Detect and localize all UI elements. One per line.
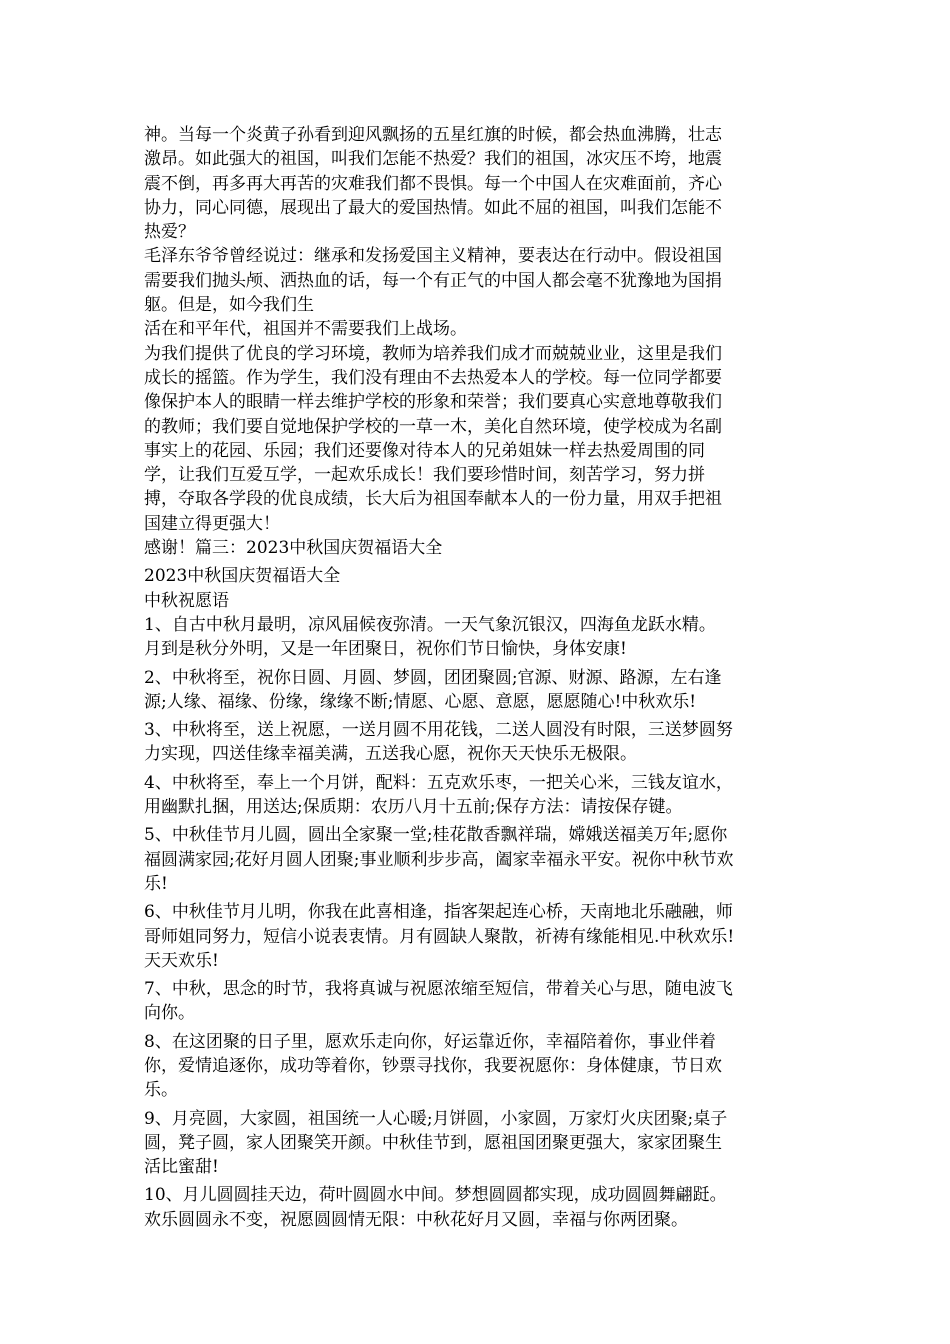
text-line: 天天欢乐! (144, 950, 219, 971)
text-line: 力实现，四送佳缘幸福美满，五送我心愿，祝你天天快乐无极限。 (144, 744, 637, 765)
document-body (144, 123, 810, 1232)
text-line: 为我们提供了优良的学习环境，教师为培养我们成才而兢兢业业，这里是我们 (144, 343, 722, 364)
text-line: 感谢！篇三：2023中秋国庆贺福语大全 (144, 538, 443, 559)
text-line: 5、中秋佳节月儿圆，圆出全家聚一堂;桂花散香飘祥瑞，嫦娥送福美万年;愿你 (144, 825, 728, 846)
text-line: 需要我们抛头颅、洒热血的话，每一个有正气的中国人都会毫不犹豫地为国捐 (144, 270, 722, 291)
text-line: 7、中秋，思念的时节，我将真诚与祝愿浓缩至短信，带着关心与思，随电波飞 (144, 979, 733, 1000)
text-line: 2、中秋将至，祝你日圆、月圆、梦圆，团团聚圆;官源、财源、路源，左右逢 (144, 667, 722, 688)
text-line: 6、中秋佳节月儿明，你我在此喜相逢，指客架起连心桥，天南地北乐融融，师 (144, 902, 733, 923)
text-line: 学，让我们互爱互学，一起欢乐成长！我们要珍惜时间，刻苦学习，努力拼 (144, 465, 705, 486)
text-line: 的教师；我们要自觉地保护学校的一草一木，美化自然环境，使学校成为名副 (144, 416, 722, 437)
text-line: 热爱？ (144, 222, 195, 243)
text-line: 激昂。如此强大的祖国，叫我们怎能不热爱？我们的祖国，冰灾压不垮，地震 (144, 149, 722, 170)
text-line: 月到是秋分外明，又是一年团聚日，祝你们节日愉快，身体安康! (144, 639, 627, 660)
text-line: 用幽默扎捆，用送达;保质期：农历八月十五前;保存方法：请按保存键。 (144, 797, 683, 818)
text-line: 福圆满家园;花好月圆人团聚;事业顺利步步高，阖家幸福永平安。祝你中秋节欢 (144, 849, 734, 870)
text-line: 8、在这团聚的日子里，愿欢乐走向你，好运靠近你，幸福陪着你，事业伴着 (144, 1031, 716, 1052)
text-line: 9、月亮圆，大家圆，祖国统一人心暖;月饼圆，小家圆，万家灯火庆团聚;桌子 (144, 1108, 728, 1129)
text-line: 你，爱情追逐你，成功等着你，钞票寻找你，我要祝愿你：身体健康，节日欢 (144, 1055, 722, 1076)
text-line: 躯。但是，如今我们生 (144, 295, 314, 316)
text-line: 2023中秋国庆贺福语大全 (144, 566, 341, 587)
text-line: 事实上的花园、乐园；我们还要像对待本人的兄弟姐妹一样去热爱周围的同 (144, 440, 705, 461)
text-line: 震不倒，再多再大再苦的灾难我们都不畏惧。每一个中国人在灾难面前，齐心 (144, 173, 722, 194)
text-line: 协力，同心同德，展现出了最大的爱国热情。如此不屈的祖国，叫我们怎能不 (144, 197, 722, 218)
text-line: 活在和平年代，祖国并不需要我们上战场。 (144, 319, 467, 340)
text-line: 向你。 (144, 1003, 195, 1024)
text-line: 神。当每一个炎黄子孙看到迎风飘扬的五星红旗的时候，都会热血沸腾，壮志 (144, 125, 722, 145)
text-line: 成长的摇篮。作为学生，我们没有理由不去热爱本人的学校。每一位同学都要 (144, 367, 722, 388)
text-line: 哥师姐同努力，短信小说表衷情。月有圆缺人聚散，祈祷有缘能相见.中秋欢乐! (144, 926, 735, 947)
text-line: 乐。 (144, 1080, 178, 1101)
text-line: 3、中秋将至，送上祝愿，一送月圆不用花钱，二送人圆没有时限，三送梦圆努 (144, 720, 733, 741)
text-line: 欢乐圆圆永不变，祝愿圆圆情无限：中秋花好月又圆，幸福与你两团聚。 (144, 1209, 688, 1230)
text-line: 4、中秋将至，奉上一个月饼，配料：五克欢乐枣，一把关心米，三钱友谊水， (144, 772, 733, 793)
text-line: 源;人缘、福缘、份缘，缘缘不断;情愿、心愿、意愿，愿愿随心!中秋欢乐! (144, 691, 697, 712)
text-line: 10、月儿圆圆挂天边，荷叶圆圆水中间。梦想圆圆都实现，成功圆圆舞翩跹。 (144, 1185, 727, 1206)
text-line: 搏，夺取各学段的优良成绩，长大后为祖国奉献本人的一份力量，用双手把祖 (144, 489, 722, 510)
text-line: 圆，凳子圆，家人团聚笑开颜。中秋佳节到，愿祖国团聚更强大，家家团聚生 (144, 1132, 722, 1153)
text-line: 中秋祝愿语 (144, 590, 229, 611)
text-line: 1、自古中秋月最明，凉风届候夜弥清。一天气象沉银汉，四海鱼龙跃水精。 (144, 614, 716, 635)
text-line: 国建立得更强大！ (144, 513, 280, 534)
text-line: 毛泽东爷爷曾经说过：继承和发扬爱国主义精神，要表达在行动中。假设祖国 (144, 246, 722, 267)
text-line: 乐! (144, 873, 168, 894)
text-line: 活比蜜甜! (144, 1157, 219, 1178)
text-line: 像保护本人的眼睛一样去维护学校的形象和荣誉；我们要真心实意地尊敬我们 (144, 392, 722, 413)
